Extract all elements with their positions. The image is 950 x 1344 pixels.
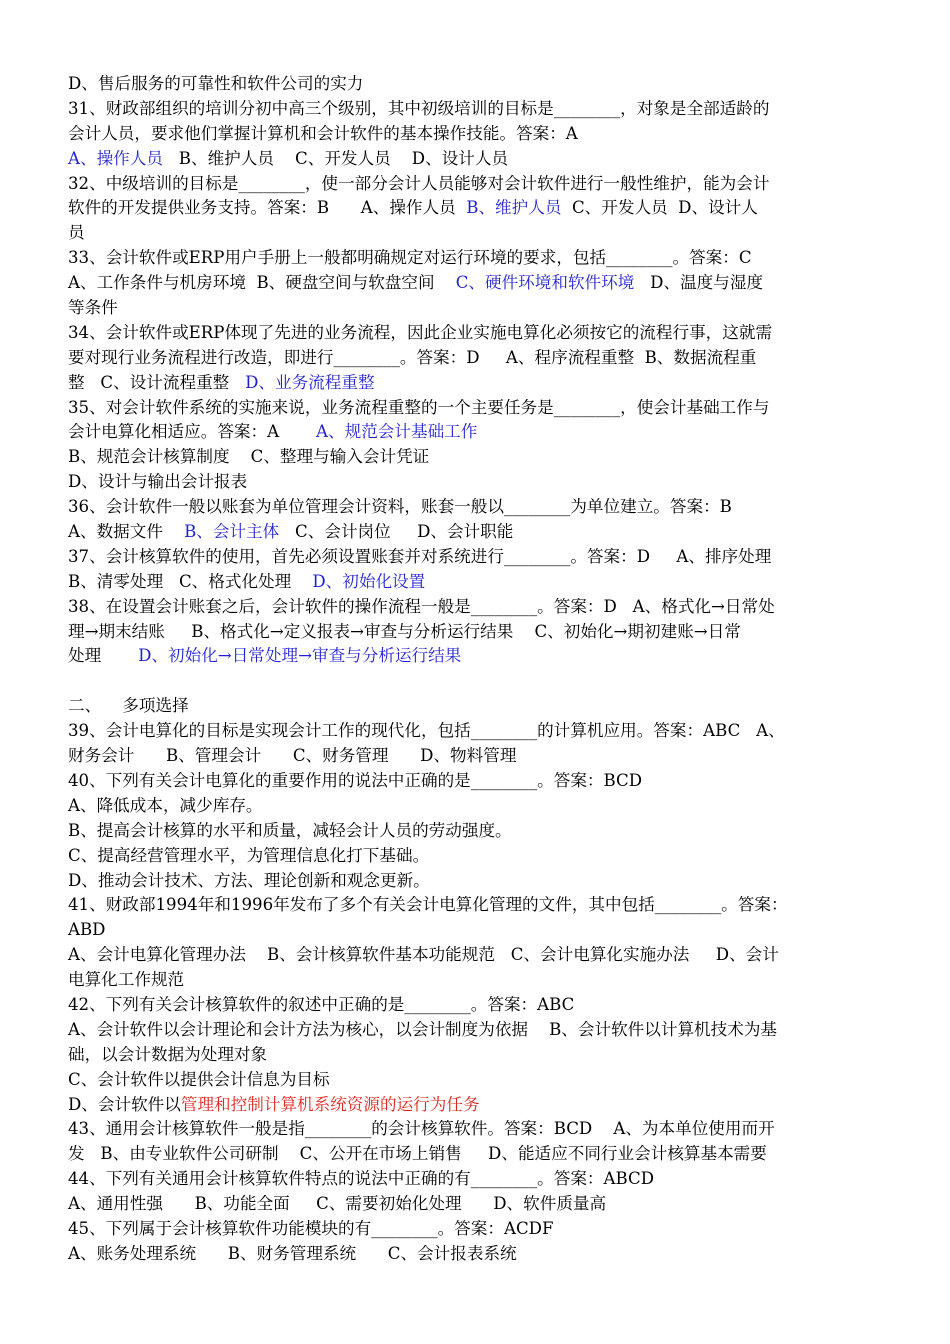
text-segment: ABD <box>68 920 106 940</box>
text-line <box>68 72 886 97</box>
text-segment: C、会计软件以提供会计信息为目标 <box>68 1069 330 1089</box>
text-line <box>68 495 886 520</box>
highlighted-text: 管理和控制计算机系统资源的运行为任务 <box>180 1094 480 1114</box>
text-line <box>68 396 886 421</box>
text-segment: A、会计软件以会计理论和会计方法为核心，以会计制度为依据 B、会计软件以计算机技术为基 <box>68 1019 778 1039</box>
text-segment: D、推动会计技术、方法、理论创新和观念更新。 <box>68 870 430 890</box>
text-segment: 35、对会计软件系统的实施来说，业务流程重整的一个主要任务是________，使会计基础工作与 <box>68 397 770 417</box>
text-line <box>68 1018 886 1043</box>
text-segment: 会计电算化相适应。答案：A <box>68 422 317 442</box>
text-line <box>68 97 886 122</box>
text-line <box>68 744 886 769</box>
document-page <box>68 72 886 1267</box>
text-line <box>68 694 886 719</box>
highlighted-answer: D、初始化→日常处理→审查与分析运行结果 <box>138 646 462 666</box>
text-segment: 45、下列属于会计核算软件功能模块的有________。答案：ACDF <box>68 1218 554 1238</box>
text-line <box>68 420 886 445</box>
text-line <box>68 1167 886 1192</box>
text-segment: 础，以会计数据为处理对象 <box>68 1044 268 1064</box>
text-segment: D、设计与输出会计报表 <box>68 472 248 492</box>
text-segment: 38、在设置会计账套之后，会计软件的操作流程一般是________。答案：D A、格式化→日常处 <box>68 596 775 616</box>
text-line <box>68 246 886 271</box>
text-segment: 39、会计电算化的目标是实现会计工作的现代化，包括________的计算机应用。答案：ABC A、 <box>68 721 785 741</box>
text-line <box>68 1117 886 1142</box>
text-line <box>68 196 886 221</box>
text-line <box>68 1068 886 1093</box>
text-segment: C、提高经营管理水平，为管理信息化打下基础。 <box>68 845 430 865</box>
text-segment: 发 B、由专业软件公司研制 C、公开在市场上销售 D、能适应不同行业会计核算基本需要 <box>68 1144 767 1164</box>
text-segment: 33、会计软件或ERP用户手册上一般都明确规定对运行环境的要求，包括________。答案：C <box>68 248 752 268</box>
text-line <box>68 520 886 545</box>
highlighted-answer: B、会计主体 <box>184 522 280 542</box>
text-line <box>68 719 886 744</box>
text-segment: A、数据文件 <box>68 522 185 542</box>
text-segment: D、售后服务的可靠性和软件公司的实力 <box>68 74 364 93</box>
highlighted-answer: D、初始化设置 <box>312 571 426 591</box>
text-line <box>68 794 886 819</box>
text-line <box>68 893 886 918</box>
text-line <box>68 769 886 794</box>
text-segment: 41、财政部1994年和1996年发布了多个有关会计电算化管理的文件，其中包括________。答案： <box>68 895 788 915</box>
highlighted-answer: B、维护人员 <box>466 198 562 218</box>
blank-line <box>68 669 886 694</box>
text-segment: B、提高会计核算的水平和质量，减轻会计人员的劳动强度。 <box>68 820 512 840</box>
text-line <box>68 943 886 968</box>
text-line <box>68 470 886 495</box>
text-line <box>68 1192 886 1217</box>
text-segment: 32、中级培训的目标是________，使一部分会计人员能够对会计软件进行一般性维护，能为会计 <box>68 173 770 193</box>
text-line <box>68 570 886 595</box>
text-segment: 44、下列有关通用会计核算软件特点的说法中正确的有________。答案：ABCD <box>68 1169 655 1189</box>
text-line <box>68 221 886 246</box>
text-line <box>68 1142 886 1167</box>
text-segment: 电算化工作规范 <box>68 970 185 990</box>
text-segment: 会计人员，要求他们掌握计算机和会计软件的基本操作技能。答案：A <box>68 123 578 143</box>
text-segment: 要对现行业务流程进行改造，即进行________。答案：D A、程序流程重整 B、数据流程重 <box>68 347 757 367</box>
text-segment: 二、 多项选择 <box>68 696 189 716</box>
text-line <box>68 819 886 844</box>
text-line <box>68 1093 886 1118</box>
text-segment: 43、通用会计核算软件一般是指________的会计核算软件。答案：BCD A、为本单位使用而开 <box>68 1119 775 1139</box>
text-line <box>68 346 886 371</box>
highlighted-answer: D、业务流程重整 <box>245 372 375 392</box>
highlighted-answer: C、硬件环境和软件环境 <box>455 273 635 293</box>
text-line <box>68 122 886 147</box>
text-line <box>68 1217 886 1242</box>
text-segment: D、会计软件以 <box>68 1094 181 1114</box>
text-segment: C、会计岗位 D、会计职能 <box>279 522 514 542</box>
text-segment: D、温度与湿度 <box>634 273 764 293</box>
text-line <box>68 1043 886 1068</box>
text-segment: 整 C、设计流程重整 <box>68 372 246 392</box>
text-segment: 34、会计软件或ERP体现了先进的业务流程，因此企业实施电算化必须按它的流程行事，这就需 <box>68 322 773 342</box>
text-segment: 处理 <box>68 646 139 666</box>
text-line <box>68 1242 886 1267</box>
text-line <box>68 147 886 172</box>
text-line <box>68 371 886 396</box>
text-segment: A、通用性强 B、功能全面 C、需要初始化处理 D、软件质量高 <box>68 1194 607 1214</box>
text-segment: B、规范会计核算制度 C、整理与输入会计凭证 <box>68 447 430 467</box>
text-segment: 理→期末结账 B、格式化→定义报表→审查与分析运行结果 C、初始化→期初建账→日常 <box>68 621 741 641</box>
text-line <box>68 445 886 470</box>
text-segment: 36、会计软件一般以账套为单位管理会计资料，账套一般以________为单位建立。答案：B <box>68 497 732 517</box>
text-segment: 37、会计核算软件的使用，首先必须设置账套并对系统进行________。答案：D A、排序处理 <box>68 546 772 566</box>
text-segment: A、降低成本，减少库存。 <box>68 795 263 815</box>
text-line <box>68 172 886 197</box>
text-line <box>68 296 886 321</box>
text-segment: 员 <box>68 223 85 243</box>
text-line <box>68 968 886 993</box>
text-segment: A、账务处理系统 B、财务管理系统 C、会计报表系统 <box>68 1243 517 1263</box>
text-line <box>68 271 886 296</box>
highlighted-answer: A、操作人员 <box>68 148 163 168</box>
text-line <box>68 595 886 620</box>
text-segment: B、清零处理 C、格式化处理 <box>68 571 313 591</box>
text-segment: C、开发人员 D、设计人 <box>561 198 758 218</box>
text-segment: 软件的开发提供业务支持。答案：B A、操作人员 <box>68 198 467 218</box>
text-line <box>68 918 886 943</box>
text-line <box>68 869 886 894</box>
text-segment: A、会计电算化管理办法 B、会计核算软件基本功能规范 C、会计电算化实施办法 D、会计 <box>68 945 779 965</box>
text-segment: 42、下列有关会计核算软件的叙述中正确的是________。答案：ABC <box>68 994 575 1014</box>
text-segment: B、维护人员 C、开发人员 D、设计人员 <box>162 148 509 168</box>
text-segment: 31、财政部组织的培训分初中高三个级别，其中初级培训的目标是________，对象是全部适龄的 <box>68 98 770 118</box>
text-line <box>68 844 886 869</box>
text-segment: 财务会计 B、管理会计 C、财务管理 D、物料管理 <box>68 746 517 766</box>
text-line <box>68 644 886 669</box>
text-segment: 40、下列有关会计电算化的重要作用的说法中正确的是________。答案：BCD <box>68 770 643 790</box>
text-line <box>68 545 886 570</box>
text-segment: 等条件 <box>68 298 118 318</box>
text-segment: A、工作条件与机房环境 B、硬盘空间与软盘空间 <box>68 273 456 293</box>
text-line <box>68 321 886 346</box>
highlighted-answer: A、规范会计基础工作 <box>316 422 478 442</box>
text-line <box>68 620 886 645</box>
text-line <box>68 993 886 1018</box>
